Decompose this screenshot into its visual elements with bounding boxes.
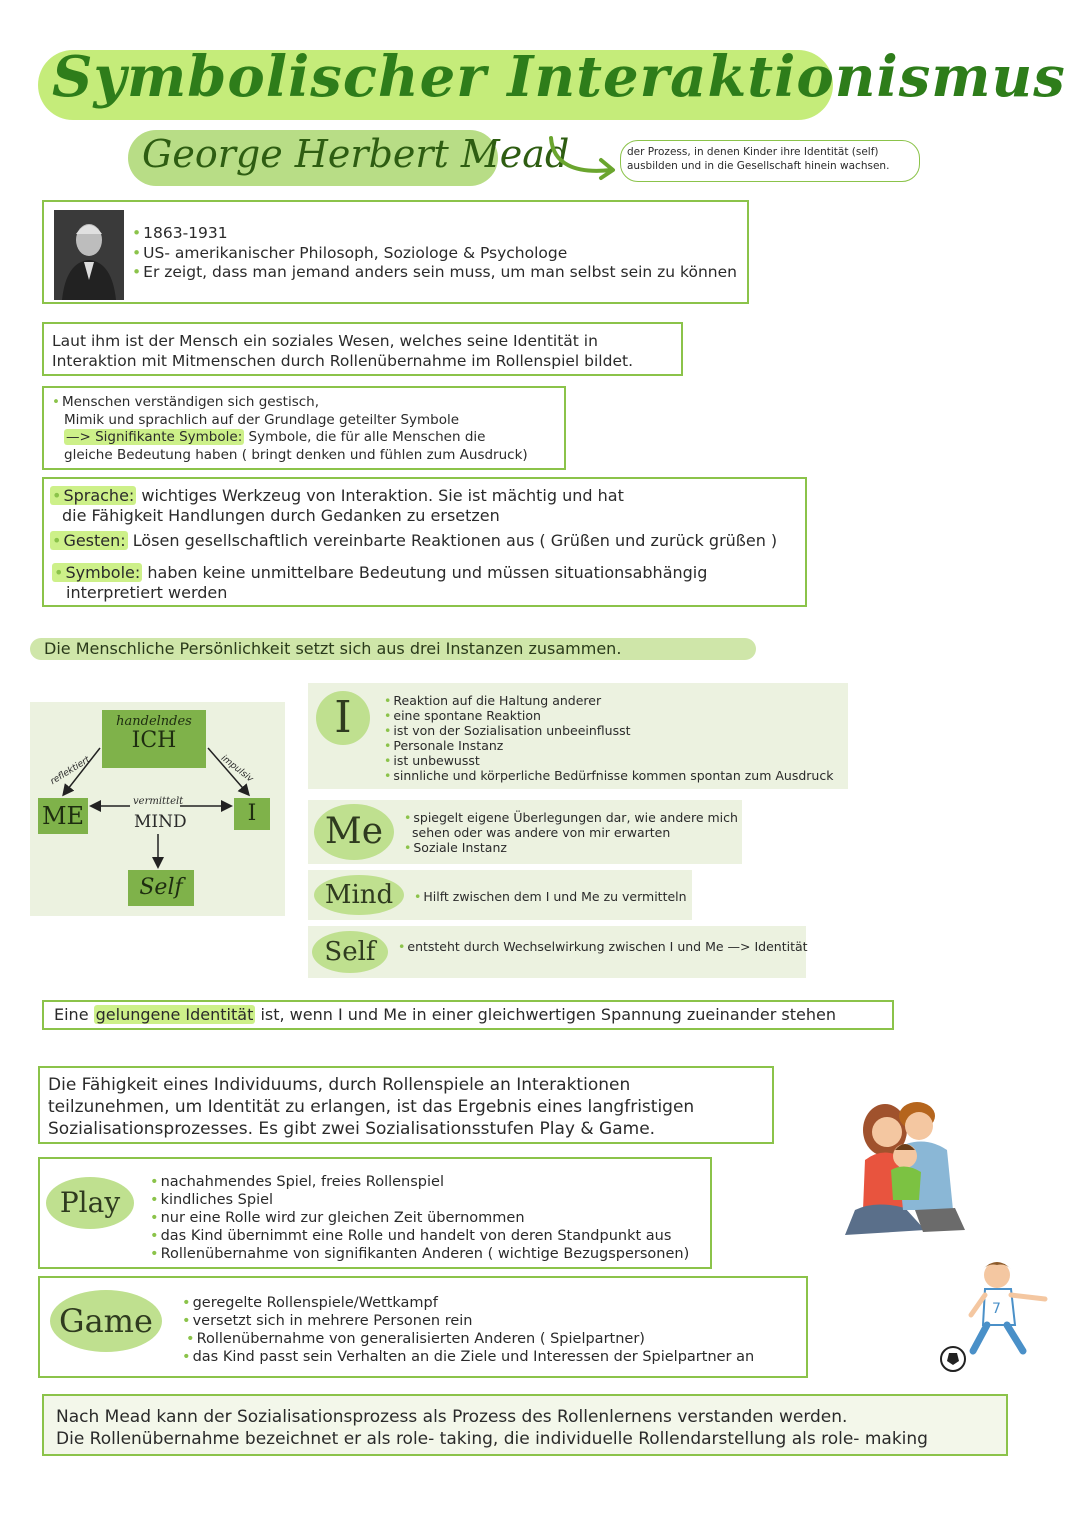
play-box	[38, 1157, 712, 1269]
instance-self: Self • entsteht durch Wechselwirkung zwischen I und Me —> Identität	[308, 926, 806, 978]
mind-label: MIND	[134, 812, 187, 832]
instance-mind-tag: Mind	[314, 875, 404, 915]
sprache-term: • Sprache:	[50, 486, 136, 505]
intro-box: Laut ihm ist der Mensch ein soziales Wesen, welches seine Identität in Interaktion mit Mitmenschen durch Rollenübernahme im Rollenspiel bildet.	[42, 322, 683, 376]
family-illustration	[835, 1090, 975, 1240]
socialization-box: Die Fähigkeit eines Individuums, durch Rollenspiele an Interaktionen teilzunehmen, um Identität zu erlangen, ist das Ergebnis eines langfristigen Sozialisationsprozesses. Es gibt zwei Sozialisationsstufen Play & Game.	[38, 1066, 774, 1144]
play-item: • kindliches Spiel	[150, 1191, 689, 1209]
instance-self-tag: Self	[312, 931, 388, 973]
game-tag: Game	[50, 1290, 162, 1352]
instance-mind: Mind • Hilft zwischen dem I und Me zu vermitteln	[308, 870, 692, 920]
i-node: I	[234, 798, 270, 830]
play-item: • das Kind übernimmt eine Rolle und handelt von deren Standpunkt aus	[150, 1227, 689, 1245]
me-node: ME	[38, 798, 88, 834]
play-item: • Rollenübernahme von signifikanten Anderen ( wichtige Bezugspersonen)	[150, 1245, 689, 1263]
instances-heading-text: Die Menschliche Persönlichkeit setzt sich aus drei Instanzen zusammen.	[44, 639, 622, 658]
reflektiert-label: reflektiert	[48, 754, 92, 788]
gesten-term: • Gesten:	[50, 531, 128, 550]
instance-me: Me • spiegelt eigene Überlegungen dar, wie andere mich sehen oder was andere von mir erwarten • Soziale Instanz	[308, 800, 742, 864]
instance-me-tag: Me	[314, 804, 394, 860]
ich-node: handelndes ICH	[102, 710, 206, 768]
bio-item: • US- amerikanischer Philosoph, Soziologe & Psychologe	[132, 244, 737, 264]
diagram-arrows	[30, 702, 285, 916]
definition-note: der Prozess, in denen Kinder ihre Identität (self) ausbilden und in die Gesellschaft hinein wachsen.	[620, 140, 920, 182]
play-item: • nur eine Rolle wird zur gleichen Zeit übernommen	[150, 1209, 689, 1227]
bio-item: • 1863-1931	[132, 224, 737, 244]
impulsiv-label: impulsiv	[218, 753, 255, 785]
bio-item: • Er zeigt, dass man jemand anders sein muss, um man selbst sein zu können	[132, 263, 737, 283]
curved-arrow-icon	[545, 132, 620, 182]
svg-text:7: 7	[992, 1301, 1001, 1317]
instances-diagram	[30, 702, 285, 916]
instance-i: I • Reaktion auf die Haltung anderer • eine spontane Reaktion • ist von der Sozialisation unbeeinflusst • Personale Instanz • ist unbewusst • sinnliche und körperliche Bedürfnisse kommen spontan zum Ausdruck	[308, 683, 848, 789]
soccer-kid-illustration	[935, 1255, 1060, 1375]
conclusion-box: Nach Mead kann der Sozialisationsprozess als Prozess des Rollenlernens verstanden werden. Die Rollenübernahme bezeichnet er als role- taking, die individuelle Rollendarstellung als role- making	[42, 1394, 1008, 1456]
instance-i-tag: I	[316, 691, 370, 745]
symbols-box: • Menschen verständigen sich gestisch, Mimik und sprachlich auf der Grundlage geteilter Symbole —> Signifikante Symbole: Symbole, die für alle Menschen die gleiche Bedeutung haben ( bringt denken und fühlen zum Ausdruck)	[42, 386, 566, 470]
play-item: • nachahmendes Spiel, freies Rollenspiel	[150, 1173, 689, 1191]
game-item: • geregelte Rollenspiele/Wettkampf	[182, 1294, 754, 1312]
tools-box: • Sprache: wichtiges Werkzeug von Interaktion. Sie ist mächtig und hat die Fähigkeit Handlungen durch Gedanken zu ersetzen • Gesten: Lösen gesellschaftlich vereinbarte Reaktionen aus ( Grüßen und zurück grüßen ) • Symbole: haben keine unmittelbare Bedeutung und müssen situationsabhängig interpretiert werden	[42, 477, 807, 607]
play-tag: Play	[46, 1177, 134, 1229]
bio-box	[42, 200, 749, 304]
portrait-image	[54, 210, 124, 300]
significant-symbols-term: —> Signifikante Symbole:	[66, 429, 243, 445]
game-item: • Rollenübernahme von generalisierten Anderen ( Spielpartner)	[182, 1330, 754, 1348]
self-node: Self	[128, 870, 194, 906]
symbole-term: • Symbole:	[52, 563, 142, 582]
game-box	[38, 1276, 808, 1378]
game-item: • versetzt sich in mehrere Personen rein	[182, 1312, 754, 1330]
mind-label-small: vermittelt	[133, 796, 184, 807]
page-title: Symbolischer Interaktionismus	[52, 44, 1066, 110]
page-subtitle: George Herbert Mead	[142, 132, 570, 176]
identity-term: gelungene Identität	[95, 1005, 254, 1024]
game-item: • das Kind passt sein Verhalten an die Ziele und Interessen der Spielpartner an	[182, 1348, 754, 1366]
identity-box: Eine gelungene Identität ist, wenn I und Me in einer gleichwertigen Spannung zueinander stehen	[42, 1000, 894, 1030]
